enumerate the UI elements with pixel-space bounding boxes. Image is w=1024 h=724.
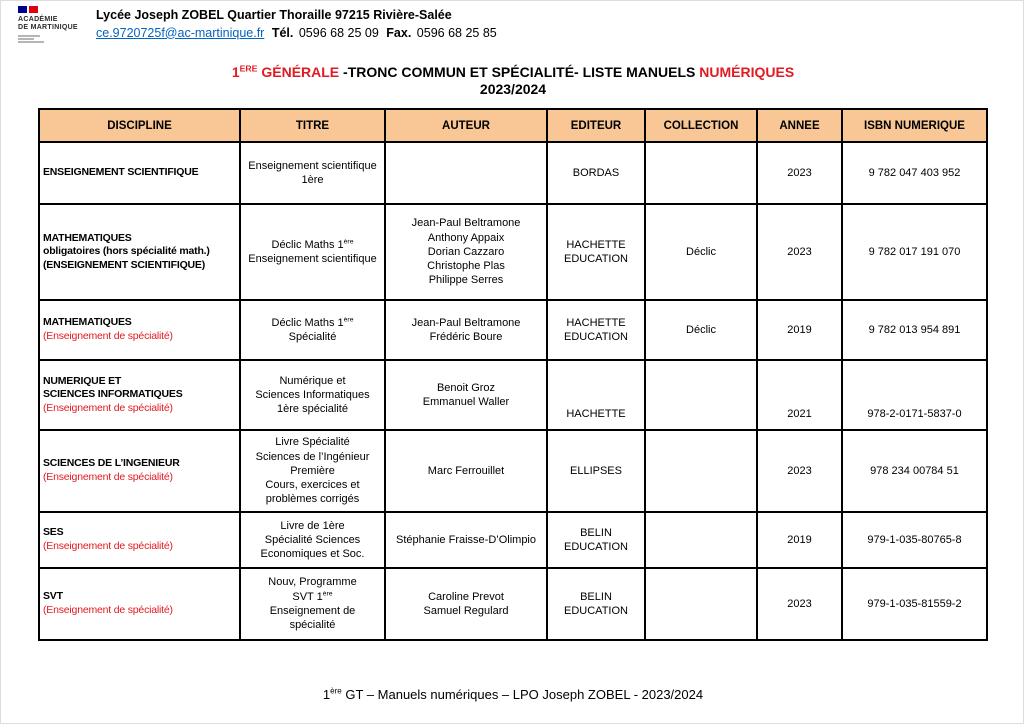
editeur-cell: HACHETTE EDUCATION <box>547 204 645 300</box>
editeur-cell: BORDAS <box>547 142 645 204</box>
title-line1 <box>1 64 1024 81</box>
auteur-cell: Marc Ferrouillet <box>385 430 547 512</box>
isbn-cell: 978-2-0171-5837-0 <box>842 360 987 430</box>
discipline-cell: SCIENCES DE L’INGENIEUR (Enseignement de spécialité) <box>39 430 240 512</box>
school-address: Lycée Joseph ZOBEL Quartier Thoraille 97215 Rivière-Salée <box>96 8 452 22</box>
title-red-part1: 1ERE GÉNÉRALE <box>231 63 340 80</box>
col-header-titre: TITRE <box>240 109 385 142</box>
titre-cell: Nouv, Programme SVT 1ère Enseignement de spécialité <box>240 568 385 640</box>
table-row <box>39 512 987 568</box>
logo-text-line1: ACADÉMIE <box>18 16 58 23</box>
discipline-cell: ENSEIGNEMENT SCIENTIFIQUE <box>39 142 240 204</box>
editeur-cell: HACHETTE <box>547 360 645 430</box>
annee-cell: 2023 <box>757 430 842 512</box>
academie-martinique-logo <box>18 6 94 44</box>
isbn-cell: 9 782 017 191 070 <box>842 204 987 300</box>
editeur-cell: BELIN EDUCATION <box>547 568 645 640</box>
discipline-cell: MATHEMATIQUES (Enseignement de spécialité) <box>39 300 240 360</box>
page-footer: 1ère GT – Manuels numériques – LPO Joseph ZOBEL - 2023/2024 <box>322 686 704 702</box>
auteur-cell <box>385 142 547 204</box>
col-header-auteur: AUTEUR <box>385 109 547 142</box>
collection-cell <box>645 142 757 204</box>
logo-motto-lines <box>18 35 94 43</box>
auteur-cell: Benoit Groz Emmanuel Waller <box>385 360 547 430</box>
col-header-annee: ANNEE <box>757 109 842 142</box>
title-year: 2023/2024 <box>479 81 547 97</box>
auteur-cell: Caroline Prevot Samuel Regulard <box>385 568 547 640</box>
isbn-cell: 979-1-035-80765-8 <box>842 512 987 568</box>
table-row <box>39 430 987 512</box>
auteur-cell: Stéphanie Fraisse-D’Olimpio <box>385 512 547 568</box>
auteur-cell: Jean-Paul Beltramone Frédéric Boure <box>385 300 547 360</box>
isbn-cell: 978 234 00784 51 <box>842 430 987 512</box>
flag-blue-block <box>18 6 27 13</box>
document-title <box>1 64 1024 98</box>
titre-cell: Livre Spécialité Sciences de l’Ingénieur Première Cours, exercices et problèmes corrigés <box>240 430 385 512</box>
table-row <box>39 360 987 430</box>
titre-cell: Enseignement scientifique 1ère <box>240 142 385 204</box>
annee-cell: 2023 <box>757 142 842 204</box>
titre-cell: Livre de 1ère Spécialité Sciences Economiques et Soc. <box>240 512 385 568</box>
annee-cell: 2023 <box>757 204 842 300</box>
titre-cell: Déclic Maths 1ère Spécialité <box>240 300 385 360</box>
col-header-isbn: ISBN NUMERIQUE <box>842 109 987 142</box>
title-red-part2: NUMÉRIQUES <box>699 64 795 80</box>
table-header-row <box>39 109 987 142</box>
auteur-cell: Jean-Paul Beltramone Anthony Appaix Dorian Cazzaro Christophe Plas Philippe Serres <box>385 204 547 300</box>
collection-cell <box>645 360 757 430</box>
titre-cell: Numérique et Sciences Informatiques 1ère spécialité <box>240 360 385 430</box>
editeur-cell: BELIN EDUCATION <box>547 512 645 568</box>
col-header-collection: COLLECTION <box>645 109 757 142</box>
collection-cell <box>645 430 757 512</box>
isbn-cell: 979-1-035-81559-2 <box>842 568 987 640</box>
discipline-cell: NUMERIQUE ET SCIENCES INFORMATIQUES (Enseignement de spécialité) <box>39 360 240 430</box>
collection-cell <box>645 512 757 568</box>
discipline-cell: SVT (Enseignement de spécialité) <box>39 568 240 640</box>
french-flag-icon <box>18 6 94 14</box>
isbn-cell: 9 782 047 403 952 <box>842 142 987 204</box>
email-link[interactable]: ce.9720725f@ac-martinique.fr <box>96 25 265 40</box>
manuals-table <box>38 108 988 641</box>
discipline-cell: MATHEMATIQUES obligatoires (hors spécialité math.) (ENSEIGNEMENT SCIENTIFIQUE) <box>39 204 240 300</box>
annee-cell: 2021 <box>757 360 842 430</box>
isbn-cell: 9 782 013 954 891 <box>842 300 987 360</box>
collection-cell: Déclic <box>645 300 757 360</box>
annee-cell: 2023 <box>757 568 842 640</box>
discipline-cell: SES (Enseignement de spécialité) <box>39 512 240 568</box>
fax-number: 0596 68 25 85 <box>416 25 497 40</box>
editeur-cell: ELLIPSES <box>547 430 645 512</box>
tel-label: Tél. <box>271 25 294 40</box>
collection-cell <box>645 568 757 640</box>
fax-label: Fax. <box>386 25 412 40</box>
editeur-cell: HACHETTE EDUCATION <box>547 300 645 360</box>
collection-cell: Déclic <box>645 204 757 300</box>
letterhead <box>96 8 497 41</box>
col-header-discipline: DISCIPLINE <box>39 109 240 142</box>
annee-cell: 2019 <box>757 512 842 568</box>
titre-cell: Déclic Maths 1ère Enseignement scientifique <box>240 204 385 300</box>
annee-cell: 2019 <box>757 300 842 360</box>
tel-number: 0596 68 25 09 <box>298 25 379 40</box>
table-row <box>39 568 987 640</box>
contact-line <box>96 26 497 42</box>
col-header-editeur: EDITEUR <box>547 109 645 142</box>
logo-text-line2: DE MARTINIQUE <box>18 24 78 32</box>
table-row <box>39 142 987 204</box>
title-black-part: -TRONC COMMUN ET SPÉCIALITÉ- LISTE MANUELS <box>339 64 700 80</box>
table-row <box>39 300 987 360</box>
table-row <box>39 204 987 300</box>
flag-red-block <box>29 6 38 13</box>
